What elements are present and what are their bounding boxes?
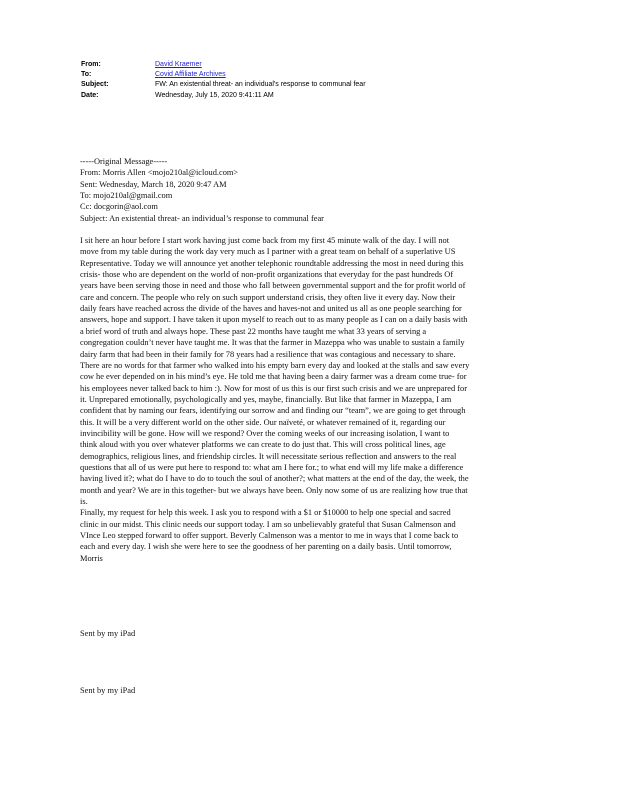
original-message-divider: -----Original Message----- [80,157,168,166]
message-text [80,235,550,564]
message-line: is. [80,496,88,506]
from-link[interactable]: David Kraemer [155,61,202,68]
original-to: To: mojo210al@gmail.com [80,191,173,201]
message-line: a brief word of truth and always hope. These past 22 months have taught me what 33 years of serving a [80,326,427,336]
original-cc: Cc: docgorin@aol.com [80,202,158,212]
message-line: clinic in our midst. This clinic needs our support today. I am so unbelievably grateful that Susan Calmenson and [80,519,456,529]
message-line: answers, hope and support. I have taken it upon myself to reach out to as many people as I can on a daily basis with [80,315,468,325]
message-line: think aloud with you over whatever platforms we can create to do just that. This will cross political lines, age [80,440,446,450]
message-line: confident that by naming our fears, identifying our sorrow and and finding our “team”, we are going to get through [80,406,466,416]
sent-by-ipad-2: Sent by my iPad [80,686,136,695]
email-header [81,60,531,101]
message-line: his employees never talked back to him :). Now for most of us this is our first such crisis and we are unprepared for [80,383,468,393]
message-line: having lived it?; what do I have to do to touch the soul of another?; what matters at the end of the day, the week, the [80,474,469,484]
original-subject: Subject: An existential threat- an individual’s response to communal fear [80,213,324,223]
header-subject-row [81,80,531,90]
message-line: Morris [80,553,103,563]
header-from-row [81,60,531,70]
message-line: it. Unprepared emotionally, psychologically and yes, maybe, financially. But like that farmer in Mazeppa, I am [80,394,452,404]
message-line: dairy farm that had been in their family for 78 years had a resilience that was contagious and necessary to share. [80,349,456,359]
message-line: cow he ever depended on in his mind’s eye. He told me that having been a dairy farmer was a dream come true- for [80,372,467,382]
original-from: From: Morris Allen <mojo210al@icloud.com> [80,168,239,178]
message-line: I sit here an hour before I start work having just come back from my first 45 minute walk of the day. I will not [80,236,450,246]
message-line: Finally, my request for help this week. I ask you to respond with a $1 or $10000 to help one special and sacred [80,508,451,518]
original-sent: Sent: Wednesday, March 18, 2020 9:47 AM [80,179,227,189]
to-label: To: [81,71,92,79]
message-line: invincibility will be gone. How will we respond? Over the coming weeks of our increasing isolation, I want to [80,428,450,438]
message-line: move from my table during the work day very much as I partner with a great team on behalf of a superlative US [80,247,456,257]
header-date-row [81,91,531,101]
message-line: years have been serving those in need and those who fall between governmental support and the for profit world of [80,281,466,291]
header-to-row [81,70,531,80]
message-line: each and every day. I wish she were here to see the goodness of her parenting on a daily basis. Until tomorrow, [80,542,452,552]
subject-value: FW: An existential threat- an individual's response to communal fear [155,81,366,89]
message-line: demographics, religious lines, and friendship circles. It will necessitate serious reflection and answers to the real [80,451,457,461]
message-line: month and year? We are in this together- but we always have been. Only now some of us are realizing how true that [80,485,468,495]
to-link[interactable]: Covid Affiliate Archives [155,71,226,79]
from-label: From: [81,61,101,68]
subject-label: Subject: [81,81,109,89]
date-value: Wednesday, July 15, 2020 9:41:11 AM [155,91,274,99]
message-line: VInce Leo stepped forward to offer support. Beverly Calmenson was a mentor to me in ways that I come back to [80,531,459,540]
message-line: crisis- those who are dependent on the world of non-profit organizations that everyday for the past hundreds Of [80,270,454,280]
date-label: Date: [81,91,99,99]
email-body [80,156,550,564]
message-line: There are no words for that farmer who walked into his empty barn every day and looked at the stalls and saw every [80,360,470,370]
sent-by-ipad-1: Sent by my iPad [80,629,136,638]
message-line: this. It will be a very different world on the other side. Our naïveté, or whatever remained of it, regarding our [80,417,446,427]
message-line: questions that all of us were put here to respond to: what am I here for.; to what end will my life make a difference [80,462,464,472]
message-line: care and concern. The people who rely on such support understand crisis, they often live it every day. Now their [80,292,456,302]
message-line: Representative. Today we will announce yet another telephonic roundtable addressing the most in need during this [80,258,464,268]
message-line: congregation couldn’t never have taught me. It was that the farmer in Mazeppa who was unable to sustain a family [80,338,465,348]
message-line: daily fears have reached across the divide of the haves and haves-not and united us all as one people searching for [80,304,462,314]
